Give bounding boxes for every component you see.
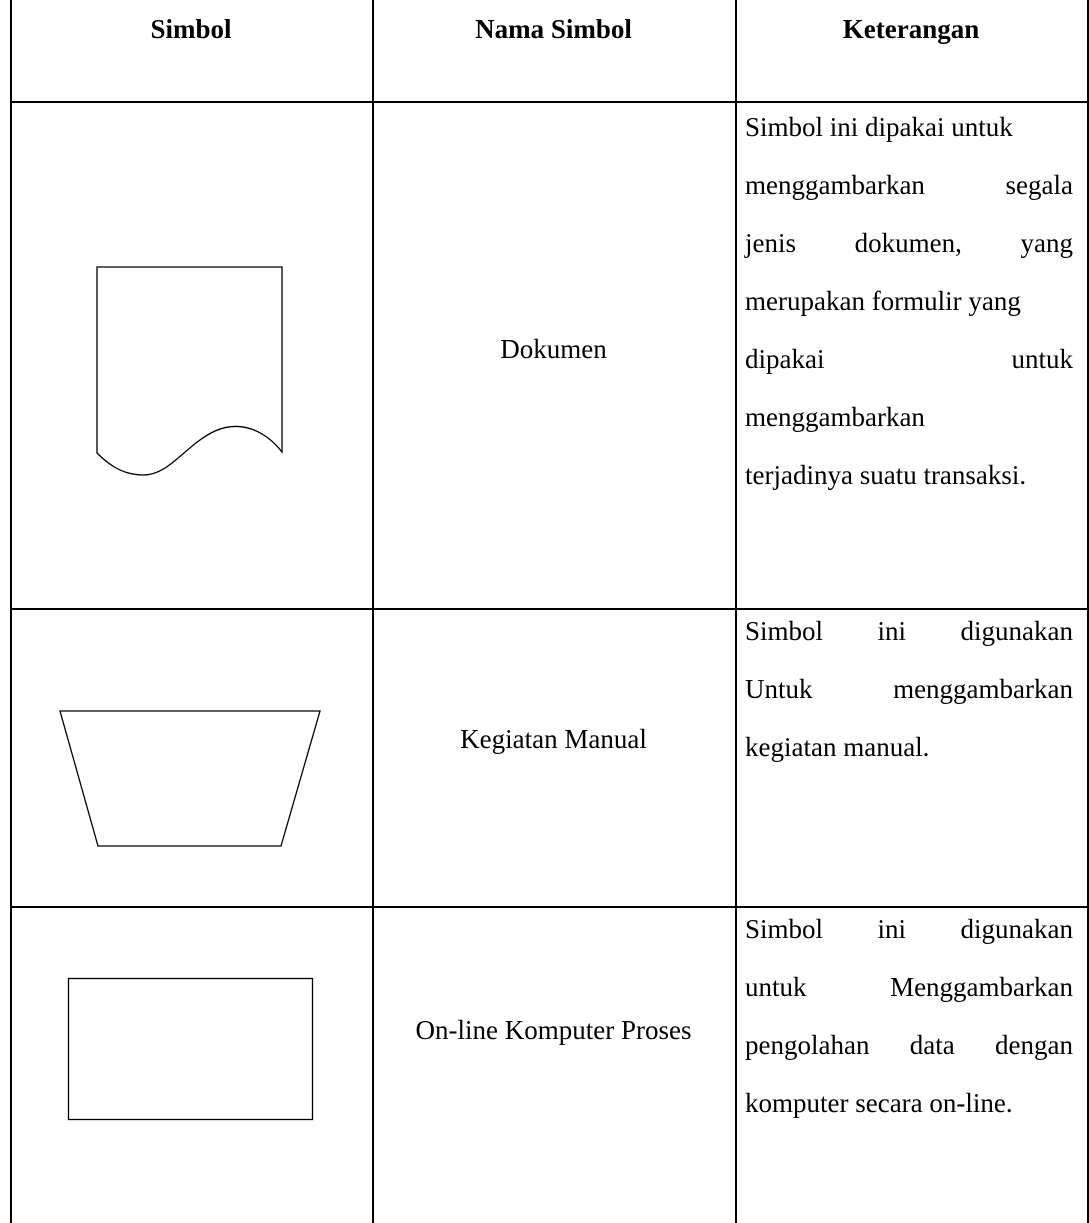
desc-line [745, 343, 1073, 375]
desc-line [745, 169, 1073, 201]
trapezoid-manual-operation-icon [58, 709, 323, 849]
desc-text: komputer secara on-line. [745, 1088, 1013, 1118]
desc-text: merupakan formulir yang [745, 286, 1021, 316]
row-divider-1 [10, 608, 1089, 610]
header-description: Keterangan [842, 14, 980, 44]
desc-line [745, 1029, 1073, 1061]
desc-line [745, 731, 1073, 763]
desc-line [745, 285, 1073, 317]
desc-word: untuk [1011, 344, 1073, 374]
desc-word: ini [877, 914, 907, 944]
header-symbol-name: Nama Simbol [475, 14, 632, 44]
row-divider-2 [10, 906, 1089, 908]
desc-line [745, 971, 1073, 1003]
desc-text: menggambarkan [745, 402, 925, 432]
rectangle-process-icon [67, 977, 314, 1121]
desc-text: Simbol ini dipakai untuk [745, 112, 1013, 142]
desc-word: untuk [745, 972, 807, 1002]
row-2-name: Kegiatan Manual [460, 724, 647, 754]
desc-word: dengan [995, 1030, 1073, 1060]
desc-word: yang [1020, 228, 1073, 258]
document-shape-icon [95, 265, 285, 480]
desc-line [745, 111, 1073, 143]
row-1-description [745, 111, 1073, 517]
desc-line [745, 1087, 1073, 1119]
desc-word: menggambarkan [893, 674, 1073, 704]
desc-word: Menggambarkan [890, 972, 1073, 1002]
desc-word: Untuk [745, 674, 813, 704]
desc-line [745, 913, 1073, 945]
desc-word: pengolahan [745, 1030, 870, 1060]
row-3-name: On-line Komputer Proses [415, 1015, 692, 1045]
desc-word: digunakan [960, 616, 1073, 646]
row-2-description [745, 615, 1073, 789]
table-border-left [10, 0, 12, 1223]
desc-word: Simbol [745, 616, 824, 646]
row-1-name: Dokumen [500, 334, 607, 364]
desc-text: terjadinya suatu transaksi. [745, 460, 1027, 490]
desc-text: kegiatan manual. [745, 732, 930, 762]
desc-line [745, 227, 1073, 259]
desc-line [745, 615, 1073, 647]
row-3-description [745, 913, 1073, 1145]
desc-word: ini [877, 616, 907, 646]
desc-word: data [909, 1030, 955, 1060]
desc-word: menggambarkan [745, 170, 925, 200]
table-divider-2 [735, 0, 737, 1223]
desc-word: digunakan [960, 914, 1073, 944]
desc-line [745, 401, 1073, 433]
desc-word: jenis [745, 228, 796, 258]
desc-word: segala [1005, 170, 1073, 200]
desc-word: dokumen, [854, 228, 962, 258]
desc-word: Simbol [745, 914, 824, 944]
desc-word: dipakai [745, 344, 825, 374]
desc-line [745, 459, 1073, 491]
header-symbol: Simbol [150, 14, 232, 44]
header-bottom-border [10, 101, 1089, 103]
desc-line [745, 673, 1073, 705]
